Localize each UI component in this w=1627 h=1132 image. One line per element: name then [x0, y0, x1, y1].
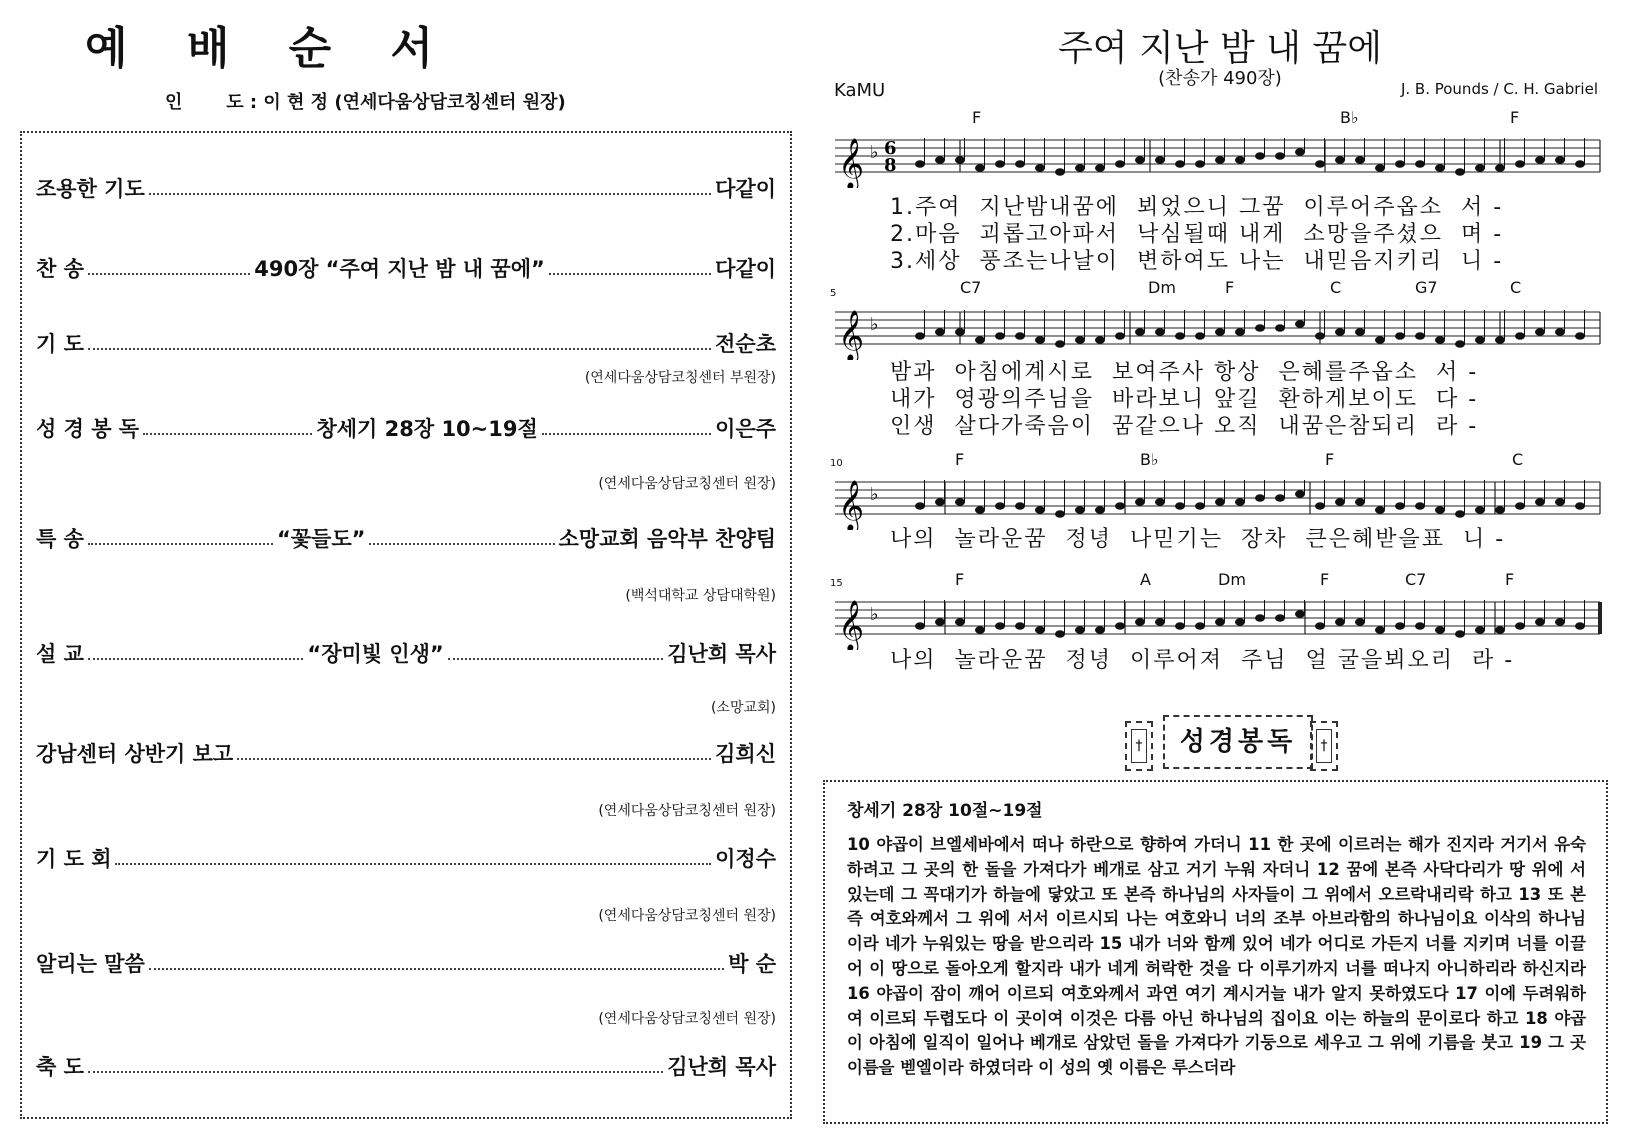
note-head — [1315, 160, 1325, 168]
order-item-label: 특 송 — [36, 527, 84, 551]
note-head — [1415, 332, 1425, 340]
note-head — [1515, 160, 1525, 168]
note-head — [1555, 328, 1565, 336]
chord-symbol: C — [1330, 278, 1342, 297]
note-head — [1115, 502, 1125, 510]
note-head — [1515, 332, 1525, 340]
note-head — [1335, 618, 1345, 626]
order-item-person: 김난희 목사 — [667, 1055, 776, 1079]
note-head — [1075, 336, 1085, 344]
note-head — [1475, 506, 1485, 514]
order-item-detail: “장미빛 인생” — [307, 642, 444, 666]
note-head — [1055, 510, 1065, 518]
time-signature: 8 — [884, 155, 897, 176]
key-flat-icon: ♭ — [870, 484, 879, 505]
note-head — [1535, 328, 1545, 336]
order-item-person: 이정수 — [715, 847, 776, 871]
lyric-line: 나의 놀라운꿈 정녕 이루어져 주님 얼 굴을뵈오리 라 - — [890, 648, 1515, 673]
note-head — [1375, 164, 1385, 172]
order-item-affiliation: (소망교회) — [710, 700, 776, 716]
note-head — [915, 332, 925, 340]
chord-symbol: F — [1510, 108, 1520, 127]
note-head — [1035, 626, 1045, 634]
order-item-label: 기 도 — [36, 332, 84, 356]
note-head — [1435, 164, 1445, 172]
note-head — [1455, 630, 1465, 638]
note-head — [1255, 324, 1265, 332]
note-head — [1475, 164, 1485, 172]
treble-clef-icon: 𝄞 — [838, 138, 865, 188]
note-head — [1375, 626, 1385, 634]
note-head — [1175, 160, 1185, 168]
chord-symbol: C7 — [1405, 570, 1427, 589]
order-item-person: 다같이 — [715, 177, 776, 201]
dot-leader — [88, 543, 273, 545]
note-head — [1575, 502, 1585, 510]
note-head — [1295, 490, 1305, 498]
music-staff — [830, 300, 1610, 360]
note-head — [1055, 168, 1065, 176]
dot-leader — [448, 658, 664, 660]
note-head — [1355, 618, 1365, 626]
order-item-affiliation: (연세다움상담코칭센터 부원장) — [584, 370, 776, 386]
leader-line: 인 도 : 이 현 정 (연세다움상담코칭센터 원장) — [165, 92, 566, 113]
measure-number: 15 — [830, 578, 843, 589]
note-head — [1275, 614, 1285, 622]
dot-leader — [542, 433, 711, 435]
dot-leader — [549, 273, 711, 275]
note-head — [1135, 328, 1145, 336]
note-head — [1035, 164, 1045, 172]
note-head — [955, 618, 965, 626]
note-head — [1515, 622, 1525, 630]
note-head — [1175, 332, 1185, 340]
note-head — [1415, 160, 1425, 168]
note-head — [1235, 618, 1245, 626]
order-item-affiliation: (백석대학교 상담대학원) — [625, 588, 776, 604]
note-head — [1315, 622, 1325, 630]
note-head — [1355, 498, 1365, 506]
order-row — [36, 635, 776, 671]
note-head — [975, 626, 985, 634]
bible-icon: † — [1125, 721, 1153, 771]
note-head — [1275, 324, 1285, 332]
lyric-line: 2.마음 괴롭고아파서 낙심될때 내게 소망을주셨으 며 - — [890, 222, 1504, 247]
note-head — [995, 502, 1005, 510]
note-head — [1555, 156, 1565, 164]
note-head — [1095, 164, 1105, 172]
note-head — [1535, 156, 1545, 164]
hymn-title: 주여 지난 밤 내 꿈에 — [1058, 28, 1382, 69]
note-head — [1115, 160, 1125, 168]
note-head — [1495, 164, 1505, 172]
chord-symbol: A — [1140, 570, 1151, 589]
note-head — [1095, 336, 1105, 344]
note-head — [975, 164, 985, 172]
chord-symbol: C — [1510, 278, 1522, 297]
note-head — [1555, 498, 1565, 506]
note-head — [1215, 156, 1225, 164]
order-title: 예 배 순 서 — [85, 23, 455, 74]
order-item-affiliation: (연세다움상담코칭센터 원장) — [598, 803, 776, 819]
note-head — [1015, 160, 1025, 168]
chord-symbol: C — [1512, 450, 1524, 469]
note-head — [1115, 622, 1125, 630]
lyric-line: 1.주여 지난밤내꿈에 뵈었으니 그꿈 이루어주옵소 서 - — [890, 195, 1504, 220]
chord-symbol: B♭ — [1340, 108, 1359, 127]
note-head — [1395, 622, 1405, 630]
order-row — [36, 840, 776, 876]
note-head — [1155, 498, 1165, 506]
chord-symbol: C7 — [960, 278, 982, 297]
lyric-line: 인생 살다가죽음이 꿈같으나 오직 내꿈은참되리 라 - — [890, 414, 1479, 439]
note-head — [1575, 332, 1585, 340]
note-head — [1415, 502, 1425, 510]
dot-leader — [149, 193, 711, 195]
note-head — [1195, 332, 1205, 340]
note-head — [1175, 622, 1185, 630]
chord-symbol: F — [972, 108, 982, 127]
measure-number: 5 — [830, 288, 837, 299]
music-staff — [830, 590, 1610, 650]
note-head — [1075, 626, 1085, 634]
order-row — [36, 945, 776, 981]
note-head — [1575, 160, 1585, 168]
order-row — [36, 520, 776, 556]
note-head — [1535, 498, 1545, 506]
dot-leader — [369, 543, 554, 545]
note-head — [1015, 502, 1025, 510]
note-head — [1175, 502, 1185, 510]
bible-reference: 창세기 28장 10절~19절 — [847, 801, 1043, 821]
note-head — [1475, 336, 1485, 344]
lyric-line: 나의 놀라운꿈 정녕 나믿기는 장차 큰은혜받을표 니 - — [890, 527, 1506, 552]
note-head — [1315, 332, 1325, 340]
order-row — [36, 250, 776, 286]
order-row — [36, 1048, 776, 1084]
lyric-line: 3.세상 풍조는나날이 변하여도 나는 내믿음지키리 니 - — [890, 249, 1504, 274]
order-item-label: 성 경 봉 독 — [36, 417, 140, 441]
note-head — [935, 328, 945, 336]
note-head — [1135, 618, 1145, 626]
note-head — [1015, 622, 1025, 630]
note-head — [1055, 630, 1065, 638]
order-item-label: 강남센터 상반기 보고 — [36, 742, 234, 766]
note-head — [1475, 626, 1485, 634]
note-head — [1455, 510, 1465, 518]
dot-leader — [115, 863, 711, 865]
note-head — [1395, 332, 1405, 340]
order-item-person: 소망교회 음악부 찬양팀 — [558, 527, 776, 551]
chord-symbol: G7 — [1415, 278, 1438, 297]
note-head — [1255, 614, 1265, 622]
note-head — [1075, 506, 1085, 514]
dot-leader — [88, 1071, 663, 1073]
note-head — [955, 498, 965, 506]
note-head — [1195, 502, 1205, 510]
note-head — [1195, 160, 1205, 168]
note-head — [1235, 328, 1245, 336]
order-item-person: 이은주 — [715, 417, 777, 441]
order-item-label: 조용한 기도 — [36, 177, 145, 201]
bible-heading: 성경봉독 — [1163, 715, 1313, 769]
order-item-affiliation: (연세다움상담코칭센터 원장) — [598, 908, 776, 924]
note-head — [1255, 494, 1265, 502]
chord-symbol: F — [1225, 278, 1235, 297]
note-head — [1295, 320, 1305, 328]
order-row — [36, 170, 776, 206]
treble-clef-icon: 𝄞 — [838, 480, 865, 530]
note-head — [1275, 152, 1285, 160]
order-item-label: 알리는 말씀 — [36, 952, 145, 976]
note-head — [1495, 506, 1505, 514]
note-head — [1375, 336, 1385, 344]
note-head — [995, 332, 1005, 340]
note-head — [1435, 506, 1445, 514]
dot-leader — [149, 968, 724, 970]
chord-symbol: Dm — [1148, 278, 1176, 297]
note-head — [1315, 502, 1325, 510]
hymn-publisher: KaMU — [834, 80, 886, 101]
dot-leader — [143, 433, 312, 435]
note-head — [1115, 332, 1125, 340]
note-head — [1035, 506, 1045, 514]
hymn-composer: J. B. Pounds / C. H. Gabriel — [1400, 80, 1598, 98]
note-head — [1335, 498, 1345, 506]
dot-leader — [88, 273, 250, 275]
note-head — [1195, 622, 1205, 630]
note-head — [1355, 156, 1365, 164]
treble-clef-icon: 𝄞 — [838, 310, 865, 360]
note-head — [1275, 494, 1285, 502]
hymn-subtitle: (찬송가 490장) — [1158, 68, 1282, 89]
note-head — [1015, 332, 1025, 340]
note-head — [1095, 626, 1105, 634]
order-item-detail: “꽃들도” — [276, 527, 366, 551]
bible-box — [823, 780, 1608, 1124]
dot-leader — [88, 348, 711, 350]
treble-clef-icon: 𝄞 — [838, 600, 865, 650]
order-row — [36, 325, 776, 361]
key-flat-icon: ♭ — [870, 142, 879, 163]
lyric-line: 내가 영광의주님을 바라보니 앞길 환하게보이도 다 - — [890, 387, 1479, 412]
note-head — [935, 618, 945, 626]
note-head — [1335, 328, 1345, 336]
note-head — [1235, 498, 1245, 506]
chord-symbol: F — [1320, 570, 1330, 589]
note-head — [1495, 626, 1505, 634]
chord-symbol: F — [1325, 450, 1335, 469]
note-head — [1095, 506, 1105, 514]
order-item-label: 설 교 — [36, 642, 84, 666]
note-head — [975, 336, 985, 344]
key-flat-icon: ♭ — [870, 314, 879, 335]
note-head — [955, 156, 965, 164]
note-head — [1215, 618, 1225, 626]
note-head — [955, 328, 965, 336]
chord-symbol: B♭ — [1140, 450, 1159, 469]
note-head — [1235, 156, 1245, 164]
note-head — [1155, 328, 1165, 336]
order-item-affiliation: (연세다움상담코칭센터 원장) — [598, 1011, 776, 1027]
note-head — [1495, 336, 1505, 344]
music-staff — [830, 470, 1610, 530]
note-head — [1215, 498, 1225, 506]
order-item-detail: 490장 “주여 지난 밤 내 꿈에” — [254, 257, 545, 281]
note-head — [915, 622, 925, 630]
chord-symbol: F — [955, 450, 965, 469]
note-head — [1535, 618, 1545, 626]
order-item-person: 김난희 목사 — [667, 642, 776, 666]
time-signature: 6 — [884, 138, 897, 159]
note-head — [1455, 340, 1465, 348]
order-item-label: 찬 송 — [36, 257, 84, 281]
note-head — [1575, 622, 1585, 630]
note-head — [995, 160, 1005, 168]
note-head — [1155, 156, 1165, 164]
note-head — [1215, 328, 1225, 336]
note-head — [1255, 152, 1265, 160]
note-head — [1415, 622, 1425, 630]
order-item-label: 축 도 — [36, 1055, 84, 1079]
note-head — [1295, 148, 1305, 156]
order-row — [36, 735, 776, 771]
dot-leader — [237, 758, 711, 760]
chord-symbol: F — [955, 570, 965, 589]
order-item-detail: 창세기 28장 10~19절 — [316, 417, 538, 441]
order-item-affiliation: (연세다움상담코칭센터 원장) — [598, 476, 776, 492]
chord-symbol: F — [1505, 570, 1515, 589]
order-row — [36, 410, 776, 446]
measure-number: 10 — [830, 458, 843, 469]
note-head — [1075, 164, 1085, 172]
note-head — [1035, 336, 1045, 344]
note-head — [1555, 618, 1565, 626]
note-head — [1135, 156, 1145, 164]
order-item-label: 기 도 회 — [36, 847, 112, 871]
note-head — [915, 502, 925, 510]
note-head — [935, 156, 945, 164]
order-item-person: 다같이 — [715, 257, 777, 281]
note-head — [1355, 328, 1365, 336]
note-head — [1135, 498, 1145, 506]
note-head — [1435, 626, 1445, 634]
order-item-person: 김희신 — [715, 742, 776, 766]
dot-leader — [88, 658, 304, 660]
note-head — [1055, 340, 1065, 348]
bible-text: 10 야곱이 브엘세바에서 떠나 하란으로 향하여 가더니 11 한 곳에 이르러는 해가 진지라 거기서 유숙하려고 그 곳의 한 돌을 가져다가 베개로 삼고 거기 누워 자더니 12 꿈에 본즉 사닥다리가 땅 위에 서 있는데 그 꼭대기가 하늘에 닿았고 또 본즉 하나님의 사자들이 그 위에서 오르락내리락 하고 13 또 본즉 여호와께서 그 위에 서서 이르시되 나는 여호와니 너의 조부 아브라함의 하나님이요 이삭의 하나님이라 네가 누워있는 땅을 받으리라 15 내가 너와 함께 있어 네가 어디로 가든지 너를 지키며 너를 이끌어 이 땅으로 돌아오게 할지라 내가 네게 허락한 것을 다 이루기까지 너를 떠나지 아니하리라 하신지라 16 야곱이 잠이 깨어 이르되 여호와께서 과연 여기 계시거늘 내가 알지 못하였도다 17 이에 두려워하여 이르되 두렵도다 이 곳이여 이것은 다름 아닌 하나님의 집이요 이는 하늘의 문이로다 하고 18 야곱이 아침에 일직이 일어나 베개로 삼았던 돌을 가져다가 기둥으로 세우고 그 위에 기름을 붓고 19 그 곳 이름을 벧엘이라 하였더라 이 성의 옛 이름은 루스더라 — [847, 835, 1586, 1078]
note-head — [1155, 618, 1165, 626]
note-head — [935, 498, 945, 506]
music-staff — [830, 128, 1610, 188]
bible-icon: † — [1310, 721, 1338, 771]
note-head — [915, 160, 925, 168]
note-head — [1395, 160, 1405, 168]
note-head — [1295, 610, 1305, 618]
note-head — [995, 622, 1005, 630]
note-head — [1435, 336, 1445, 344]
order-item-person: 박 순 — [728, 952, 776, 976]
note-head — [1375, 506, 1385, 514]
lyric-line: 밤과 아침에계시로 보여주사 항상 은혜를주옵소 서 - — [890, 360, 1479, 385]
note-head — [1395, 502, 1405, 510]
order-item-person: 전순초 — [715, 332, 776, 356]
key-flat-icon: ♭ — [870, 604, 879, 625]
chord-symbol: Dm — [1218, 570, 1246, 589]
note-head — [1455, 168, 1465, 176]
note-head — [1335, 156, 1345, 164]
note-head — [1515, 502, 1525, 510]
note-head — [975, 506, 985, 514]
